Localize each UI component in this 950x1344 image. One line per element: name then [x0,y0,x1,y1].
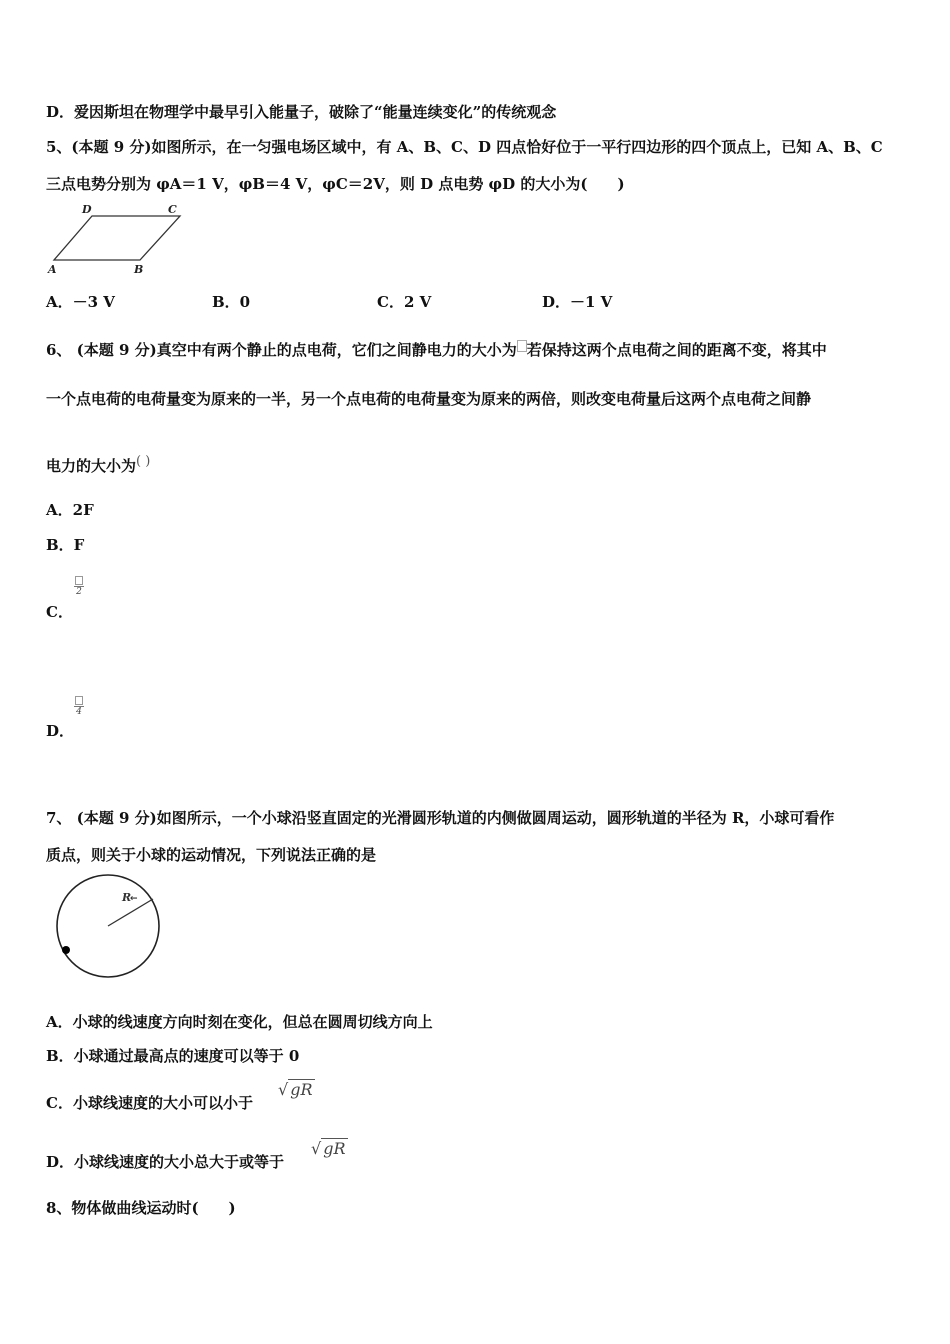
q5-options [0,292,950,312]
vertex-label-c: C [168,203,177,216]
fraction-numerator-placeholder [75,576,83,585]
q5-option-b: B．0 [212,293,251,311]
q7-circle-track-figure [50,872,166,982]
q6-answer-bracket: ( ) [136,454,151,469]
ball [62,946,70,954]
q6-stem-line1-part1: 6、 (本题 9 分)真空中有两个静止的点电荷，它们之间静电力的大小为 [46,341,517,359]
q6-stem-line1-part2: 若保持这两个点电荷之间的距离不变，将其中 [526,341,827,359]
parallelogram-shape [54,216,180,260]
fraction-denominator: 4 [76,707,82,717]
q7-stem-line2: 质点，则关于小球的运动情况，下列说法正确的是 [46,846,377,864]
q5-option-a: A．－3 V [46,293,115,311]
fraction-denominator: 2 [76,587,82,597]
q7-option-d: D．小球线速度的大小总大于或等于 [46,1153,285,1171]
q5-parallelogram-figure [44,202,194,278]
vertex-label-b: B [134,263,144,276]
q6-stem-line3 [46,452,150,476]
q6-option-b: B．F [46,536,85,554]
q7-option-c: C．小球线速度的大小可以小于 [46,1094,253,1112]
q7-option-a: A．小球的线速度方向时刻在变化，但总在圆周切线方向上 [46,1013,433,1031]
q5-option-c: C．2 V [377,293,432,311]
fraction-numerator-placeholder [75,696,83,705]
q6-stem-line1 [46,340,827,360]
q6-stem-line3-text: 电力的大小为 [46,457,137,475]
q6-option-a: A．2F [46,501,94,519]
q4-option-d: D．爱因斯坦在物理学中最早引入能量子，破除了“能量连续变化”的传统观念 [46,103,557,121]
radius-label: R [122,891,132,904]
q6-stem-line2: 一个点电荷的电荷量变为原来的一半，另一个点电荷的电荷量变为原来的两倍，则改变电荷量后这两个点电荷之间静 [46,390,812,408]
q8-stem: 8、物体做曲线运动时( ) [46,1199,236,1217]
sqrt-gr-d: √ gR [311,1139,346,1158]
sqrt-radicand: gR [290,1080,313,1099]
q7-stem-line1: 7、 (本题 9 分)如图所示，一个小球沿竖直固定的光滑圆形轨道的内侧做圆周运动，圆形轨道的半径为 R，小球可看作 [46,809,835,827]
sqrt-radicand: gR [323,1139,346,1158]
q5-stem-line2: 三点电势分别为 φA＝1 V，φB＝4 V，φC＝2V，则 D 点电势 φD 的大小为( ) [46,175,625,193]
sqrt-gr-c: √ gR [278,1080,313,1099]
vertex-label-d: D [82,203,92,216]
vertex-label-a: A [48,263,57,276]
arrow-icon: ← [130,894,138,904]
q6-option-c-fraction [72,576,86,597]
q5-option-d: D．－1 V [542,293,613,311]
formula-placeholder [517,340,527,352]
q5-stem-line1: 5、(本题 9 分)如图所示，在一匀强电场区域中，有 A、B、C、D 四点恰好位于一平行四边形的四个顶点上，已知 A、B、C [46,138,883,156]
q6-option-d-fraction [72,696,86,717]
q7-option-b: B．小球通过最高点的速度可以等于 0 [46,1047,300,1065]
q6-option-c: C． [46,603,73,621]
q6-option-d: D． [46,722,75,740]
